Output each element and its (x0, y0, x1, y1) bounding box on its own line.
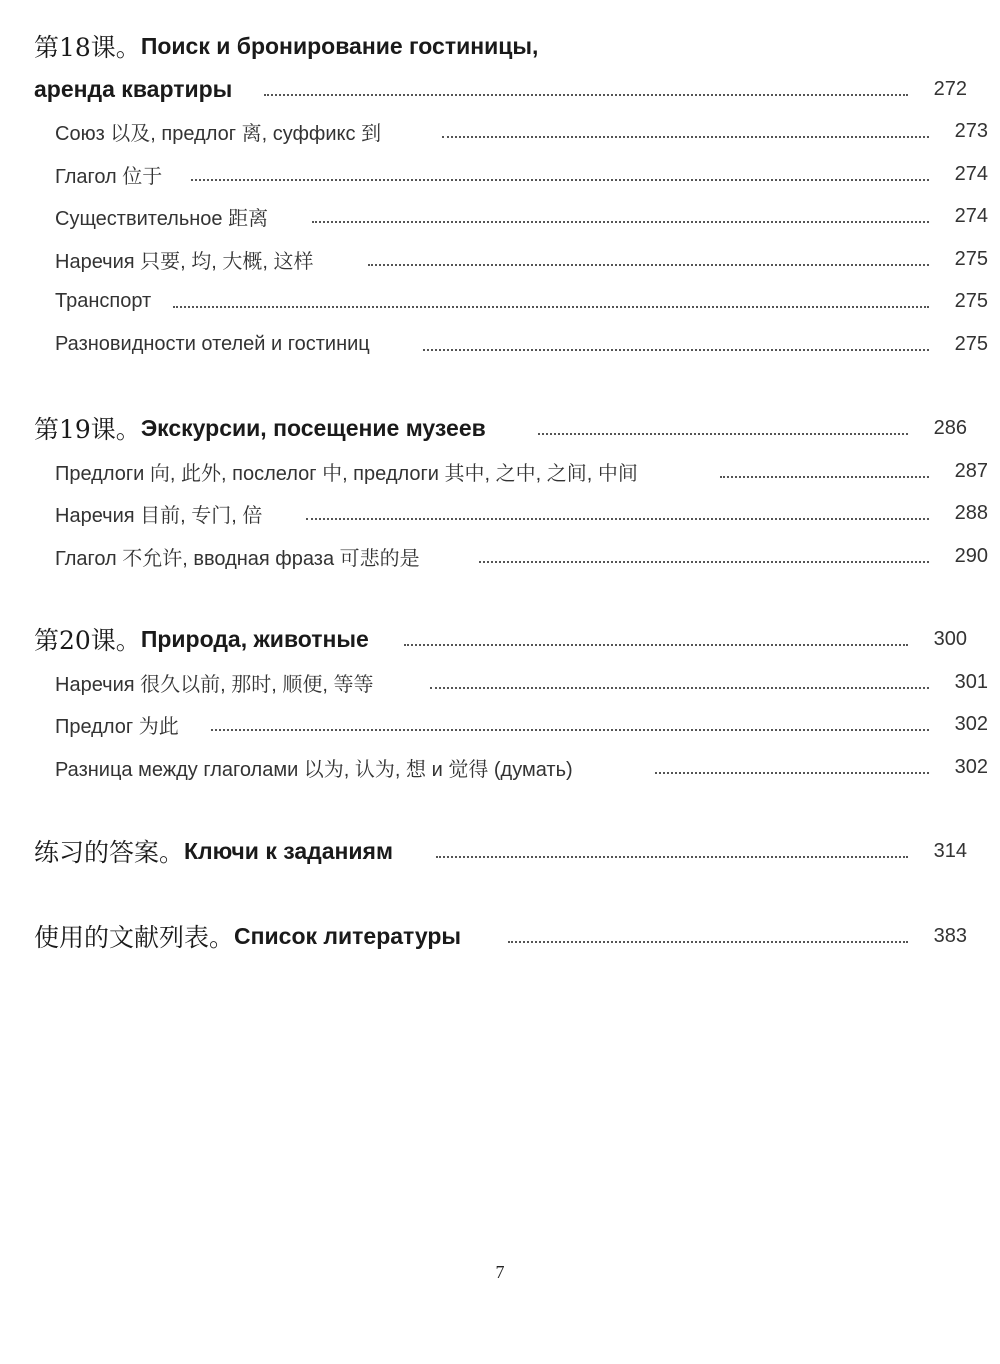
subentry-text: Существительное 距离 (55, 207, 269, 230)
subentry-text: Наречия 目前, 专门, 倍 (55, 504, 263, 527)
page-number: 274 (954, 162, 988, 185)
toc-entry-lesson-19 (0, 411, 1000, 445)
page-number: 288 (954, 501, 988, 524)
lesson-title: Экскурсии, посещение музеев (140, 414, 486, 441)
toc-entry-lesson-20 (0, 622, 1000, 656)
toc-subentry (0, 539, 1000, 573)
toc-entry-bibliography (0, 919, 1000, 953)
section-title: Список литературы (234, 922, 462, 949)
page-number: 275 (954, 332, 988, 355)
subentry-text: Предлог 为此 (55, 715, 179, 738)
lesson-number: 第19课。 (34, 415, 141, 444)
dot-leader (538, 433, 908, 435)
toc-subentry (0, 665, 1000, 699)
dot-leader (368, 264, 929, 266)
toc-subentry (0, 750, 1000, 784)
section-chinese: 练习的答案。 (34, 838, 185, 867)
page-number: 314 (933, 839, 967, 862)
page-number: 302 (954, 712, 988, 735)
dot-leader (173, 306, 929, 308)
page-number: 302 (954, 755, 988, 778)
section-title: Ключи к заданиям (184, 837, 393, 864)
footer-page-number: 7 (495, 1262, 505, 1282)
page-number: 287 (954, 459, 988, 482)
page-number: 274 (954, 204, 988, 227)
page-number: 275 (954, 289, 988, 312)
toc-subentry (0, 327, 1000, 361)
lesson-number: 第20课。 (34, 626, 141, 655)
dot-leader (508, 941, 908, 943)
toc-subentry (0, 454, 1000, 488)
dot-leader (306, 518, 929, 520)
dot-leader (436, 856, 908, 858)
page-number: 300 (933, 627, 967, 650)
subentry-text: Разница между глаголами 以为, 认为, 想 и 觉得 (думать) (55, 758, 573, 781)
subentry-text: Разновидности отелей и гостиниц (55, 332, 370, 355)
lesson-title: Природа, животные (140, 625, 369, 652)
dot-leader (404, 644, 908, 646)
subentry-text: Глагол 不允许, вводная фраза 可悲的是 (55, 547, 420, 570)
page-number: 301 (954, 670, 988, 693)
toc-subentry (0, 199, 1000, 233)
toc-subentry (0, 157, 1000, 191)
lesson-number: 第18课。 (34, 33, 141, 62)
dot-leader (211, 729, 929, 731)
page-number: 272 (933, 77, 967, 100)
lesson-title: аренда квартиры (34, 75, 233, 102)
toc-entry-answers (0, 834, 1000, 868)
dot-leader (264, 94, 908, 96)
subentry-text: Наречия 只要, 均, 大概, 这样 (55, 250, 314, 273)
dot-leader (312, 221, 929, 223)
toc-entry-lesson-18-cont (0, 72, 1000, 106)
lesson-title: Поиск и бронирование гостиницы, (140, 32, 539, 59)
page-number: 275 (954, 247, 988, 270)
toc-subentry (0, 496, 1000, 530)
dot-leader (191, 179, 929, 181)
page-number: 286 (933, 416, 967, 439)
dot-leader (442, 136, 929, 138)
subentry-text: Союз 以及, предлог 离, суффикс 到 (55, 122, 382, 145)
subentry-text: Транспорт (55, 289, 152, 312)
toc-entry-lesson-18 (0, 29, 1000, 63)
page-number: 383 (933, 924, 967, 947)
toc-subentry (0, 114, 1000, 148)
page-number: 273 (954, 119, 988, 142)
toc-subentry (0, 707, 1000, 741)
toc-subentry (0, 242, 1000, 276)
page-number: 290 (954, 544, 988, 567)
dot-leader (655, 772, 929, 774)
subentry-text: Наречия 很久以前, 那时, 顺便, 等等 (55, 673, 374, 696)
section-chinese: 使用的文献列表。 (34, 923, 235, 952)
dot-leader (479, 561, 929, 563)
dot-leader (423, 349, 929, 351)
subentry-text: Глагол 位于 (55, 165, 163, 188)
subentry-text: Предлоги 向, 此外, послелог 中, предлоги 其中, 之中, 之间, 中间 (55, 462, 638, 485)
toc-subentry (0, 284, 1000, 318)
dot-leader (720, 476, 929, 478)
dot-leader (430, 687, 929, 689)
